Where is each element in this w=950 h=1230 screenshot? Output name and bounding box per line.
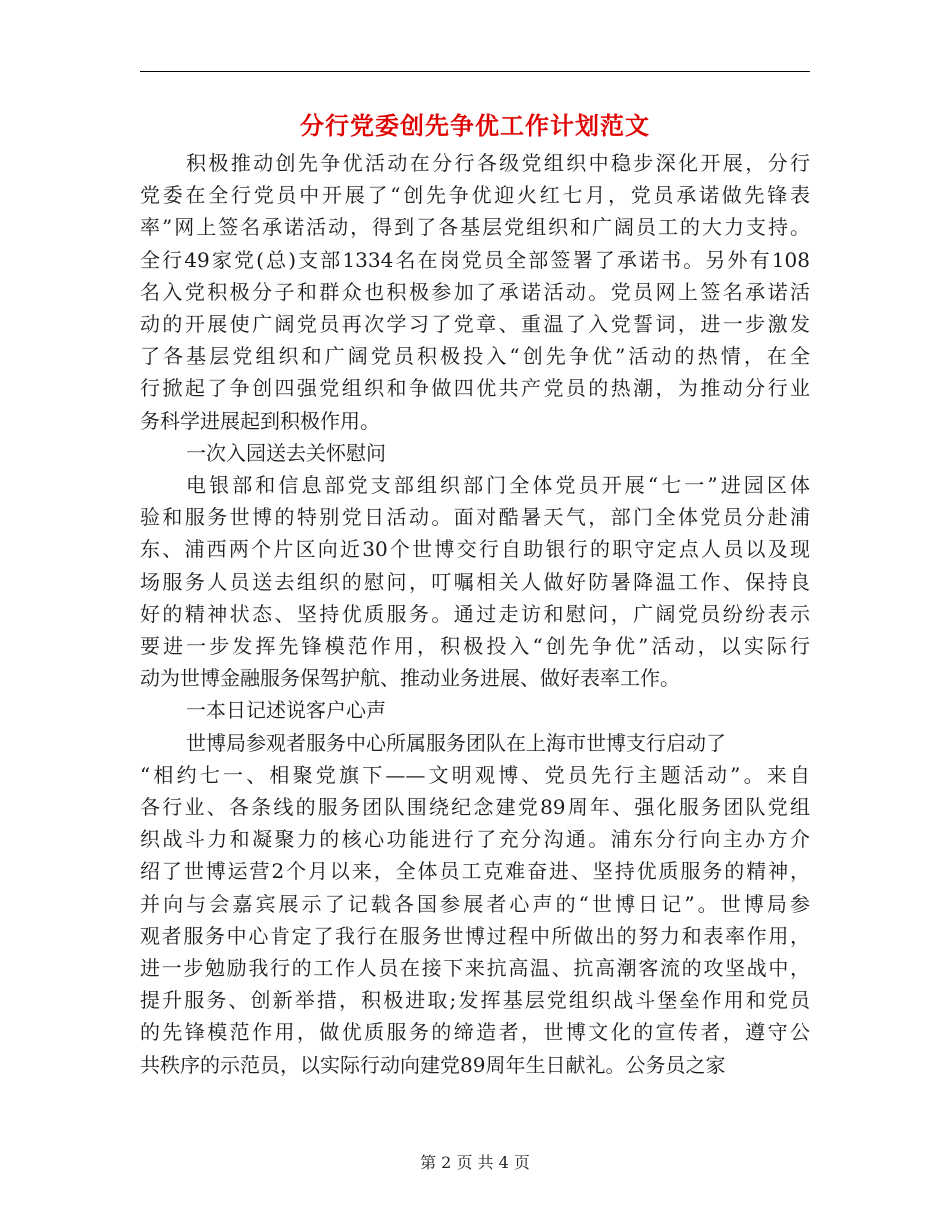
body-line: 动的开展使广阔党员再次学习了党章、重温了入党誓词，进一步激发 xyxy=(140,312,810,337)
body-line: 验和服务世博的特别党日活动。面对酷暑天气，部门全体党员分赴浦 xyxy=(140,505,810,530)
page-number: 第 2 页 共 4 页 xyxy=(420,1153,530,1172)
body-line: 好的精神状态、坚持优质服务。通过走访和慰问，广阔党员纷纷表示 xyxy=(140,601,810,626)
body-line: 共秩序的示范员，以实际行动向建党89周年生日献礼。公务员之家 xyxy=(140,1052,726,1077)
body-line: 场服务人员送去组织的慰问，叮嘱相关人做好防暑降温工作、保持良 xyxy=(140,569,810,594)
section-heading: 一本日记述说客户心声 xyxy=(186,698,386,723)
body-line: 各行业、各条线的服务团队围绕纪念建党89周年、强化服务团队党组 xyxy=(140,795,810,820)
body-line: 名入党积极分子和群众也积极参加了承诺活动。党员网上签名承诺活 xyxy=(140,279,810,304)
body-line: 电银部和信息部党支部组织部门全体党员开展“七一”进园区体 xyxy=(186,473,810,498)
body-line: “相约七一、相聚党旗下——文明观博、党员先行主题活动”。来自 xyxy=(140,762,810,787)
body-line: 进一步勉励我行的工作人员在接下来抗高温、抗高潮客流的攻坚战中， xyxy=(140,956,810,981)
body-line: 绍了世博运营2个月以来，全体员工克难奋进、坚持优质服务的精神， xyxy=(140,859,810,884)
body-line: 积极推动创先争优活动在分行各级党组织中稳步深化开展，分行 xyxy=(186,151,810,175)
document-title: 分行党委创先争优工作计划范文 xyxy=(300,111,650,140)
document-body xyxy=(140,147,810,1081)
body-line: 了各基层党组织和广阔党员积极投入“创先争优”活动的热情，在全 xyxy=(140,344,810,369)
body-line: 东、浦西两个片区向近30个世博交行自助银行的职守定点人员以及现 xyxy=(140,537,810,562)
body-line: 全行49家党(总)支部1334名在岗党员全部签署了承诺书。另外有108 xyxy=(140,247,810,272)
body-line: 织战斗力和凝聚力的核心功能进行了充分沟通。浦东分行向主办方介 xyxy=(140,827,810,852)
body-line: 党委在全行党员中开展了“创先争优迎火红七月，党员承诺做先锋表 xyxy=(140,183,810,208)
body-line: 行掀起了争创四强党组织和争做四优共产党员的热潮，为推动分行业 xyxy=(140,376,810,401)
header-rule xyxy=(140,71,810,72)
body-line: 要进一步发挥先锋模范作用，积极投入“创先争优”活动，以实际行 xyxy=(140,634,810,659)
body-line: 动为世博金融服务保驾护航、推动业务进展、做好表率工作。 xyxy=(140,666,680,691)
body-line: 观者服务中心肯定了我行在服务世博过程中所做出的努力和表率作用， xyxy=(140,923,810,948)
body-line: 务科学进展起到积极作用。 xyxy=(140,408,380,433)
body-line: 并向与会嘉宾展示了记载各国参展者心声的“世博日记”。世博局参 xyxy=(140,891,810,916)
body-line: 世博局参观者服务中心所属服务团队在上海市世博支行启动了 xyxy=(186,730,726,755)
body-line: 率”网上签名承诺活动，得到了各基层党组织和广阔员工的大力支持。 xyxy=(140,215,810,240)
section-heading: 一次入园送去关怀慰问 xyxy=(186,440,386,465)
body-line: 的先锋模范作用，做优质服务的缔造者，世博文化的宣传者，遵守公 xyxy=(140,1020,810,1045)
body-line: 提升服务、创新举措，积极进取;发挥基层党组织战斗堡垒作用和党员 xyxy=(140,988,810,1013)
